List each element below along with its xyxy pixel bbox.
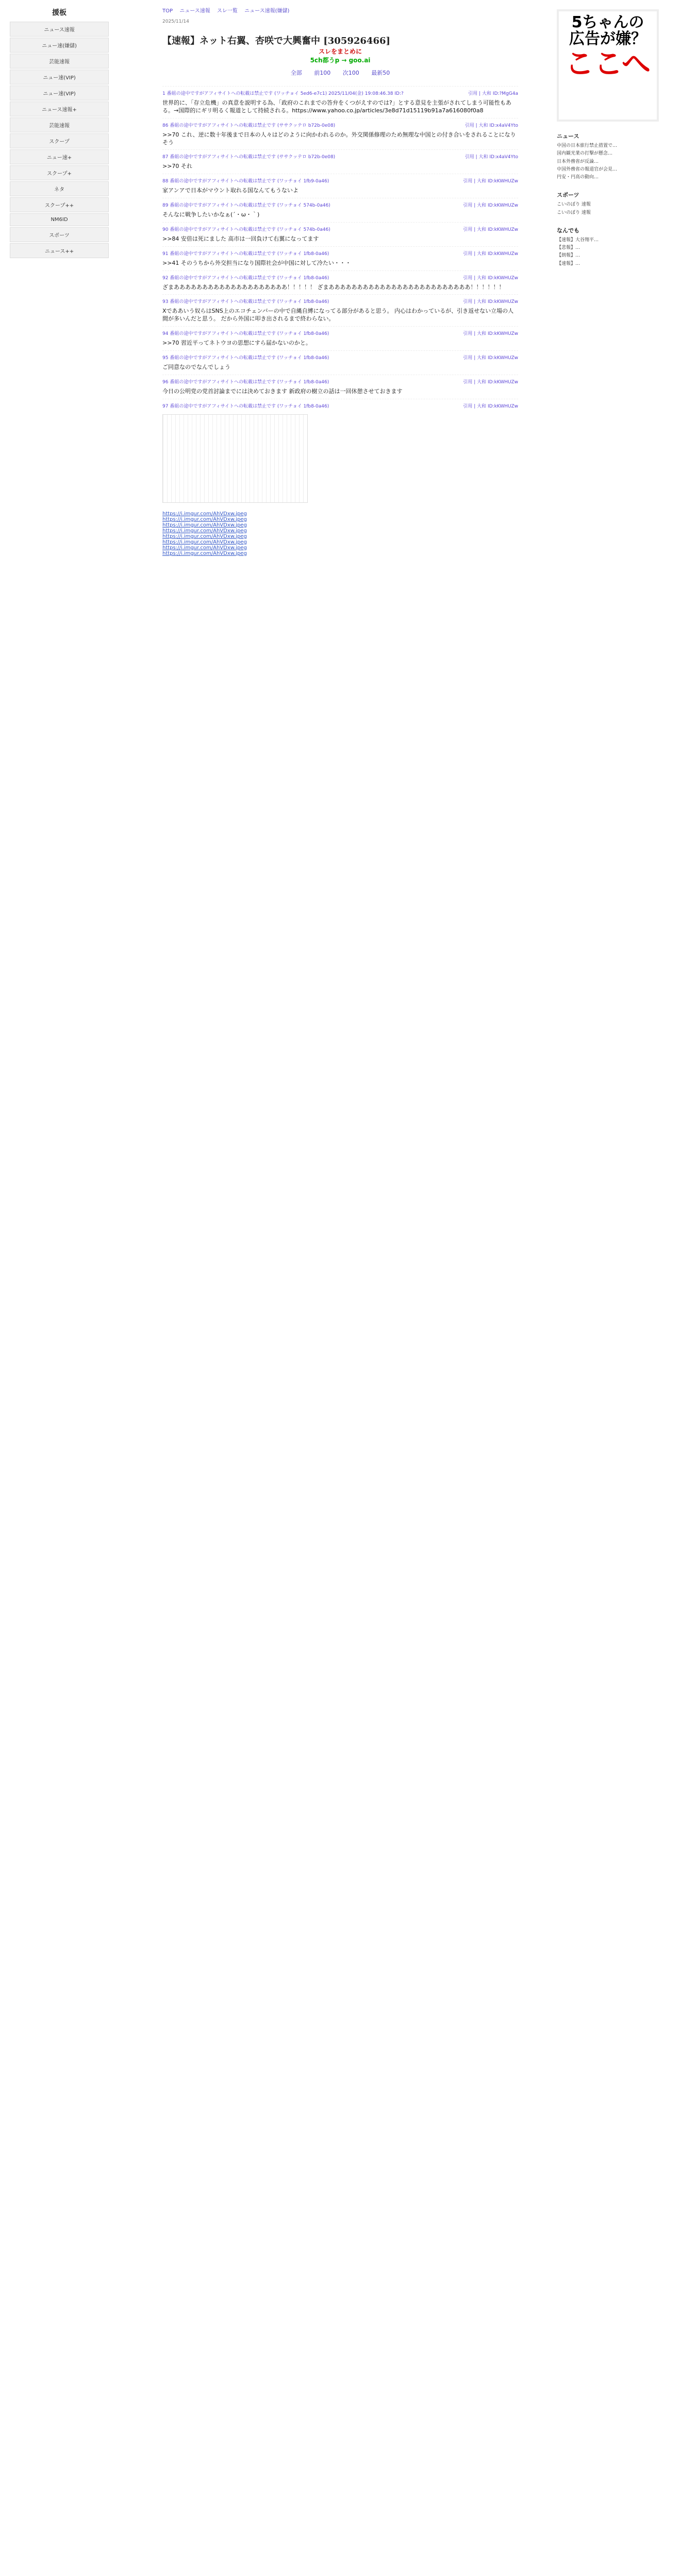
post-meta[interactable]: 90 番組の途中ですがアフィサイトへの転載は禁止です (ワッチョイ 574b-0a46) [162,227,330,232]
post-side[interactable]: 引用 | 大和 ID:kKWHUZw [463,179,518,184]
nandemo-title: なんでも [557,227,579,234]
sports-item[interactable]: こいのぼり 速報 [557,210,591,215]
post-body: >>70 これ、逆に数十年後まで日本の人々はどのように向かわれるのか。外交関係修理のため無理な中国との付き合いをされることになりそう [162,131,516,146]
post [162,118,518,150]
post-header [162,402,518,409]
post-meta[interactable]: 93 番組の途中ですがアフィサイトへの転載は禁止です (ワッチョイ 1fb8-0a46) [162,299,329,305]
post [162,326,518,350]
post [162,399,518,511]
left-nav-item[interactable]: NM6ID [10,213,109,226]
left-nav-item[interactable]: ニュース速報 [10,22,109,37]
post-meta[interactable]: 97 番組の途中ですがアフィサイトへの転載は禁止です (ワッチョイ 1fb8-0a46) [162,403,329,409]
image-link[interactable]: https://i.imgur.com/AhVDxw.jpeg [162,545,247,551]
post-body: 世界的に、「存立危機」の真意を説明する為、「政府のこれまでの答弁をくつがえすのでは?」とする意見を主張がされてしまう可能性もある。→国際的にギリ明るく報道として持続される。https://www.yahoo.co.jp/articles/3e8d71d15119b91a7a616080f0a8 [162,99,511,114]
post-meta[interactable]: 91 番組の途中ですがアフィサイトへの転載は禁止です (ワッチョイ 1fb8-0a46) [162,251,329,257]
nandemo-item[interactable]: 【朗報】… [557,253,581,259]
nandemo-item[interactable]: 【速報】大谷翔平… [557,237,599,243]
image-link[interactable]: https://i.imgur.com/AhVDxw.jpeg [162,511,247,517]
image-link[interactable]: https://i.imgur.com/AhVDxw.jpeg [162,528,247,534]
post [162,246,518,270]
image-link[interactable]: https://i.imgur.com/AhVDxw.jpeg [162,533,247,539]
thread-date: 2025/11/14 [162,19,189,24]
post-side[interactable]: 引用 | 大和 ID:x4aV4Yto [465,123,518,128]
post-meta[interactable]: 94 番組の途中ですがアフィサイトへの転載は禁止です (ワッチョイ 1fb8-0a46) [162,331,329,337]
post-header [162,274,518,281]
breadcrumb-item[interactable]: スレ一覧 [217,8,238,14]
post-meta[interactable]: 86 番組の途中ですがアフィサイトへの転載は禁止です (ササクッテロ b72b-0e08) [162,123,336,128]
left-navigation [0,0,119,259]
post-body: >>41 そのうちから外交担当になり国際社会が中国に対して冷たい・・・ [162,259,351,266]
post [162,198,518,222]
post-body: 家アンアで日本がマウント取れる国なんてもうないよ [162,187,298,194]
post-header [162,250,518,257]
post [162,375,518,399]
post-meta[interactable]: 89 番組の途中ですがアフィサイトへの転載は禁止です (ワッチョイ 574b-0a46) [162,203,330,209]
post-body: >>84 安倍は死にました 高市は一回負けて右翼になってます [162,235,319,242]
post-meta[interactable]: 1 番組の途中ですがアフィサイトへの転載は禁止です (ワッチョイ 5ed6-e7c1) 2025/11/04(金) 19:08:46.38 ID:? [162,91,404,96]
ad-line-1: 5ちゃんの [571,13,644,31]
news-section [557,132,675,180]
post-side[interactable]: 引用 | 大和 ID:kKWHUZw [463,275,518,281]
post-side[interactable]: 引用 | 大和 ID:kKWHUZw [463,203,518,209]
post [162,149,518,174]
news-item[interactable]: 日本外務省が反論… [557,159,599,164]
nandemo-section [557,226,675,267]
summary-link[interactable]: 全部 [290,70,302,76]
post-side[interactable]: 引用 | 大和 ID:x4aV4Yto [465,155,518,160]
image-link[interactable]: https://i.imgur.com/AhVDxw.jpeg [162,522,247,528]
post-header [162,354,518,361]
post-body: Xでああいう奴らはSNS上のエコチェンバーの中で自縄自縛になってる部分があると思う。 内心はわかっているが、引き返せない立場の人間が多いんだと思う。 だから外国に叩き出されるまで終わらない。 [162,308,514,323]
post-meta[interactable]: 88 番組の途中ですがアフィサイトへの転載は禁止です (ワッチョイ 1fb9-0a46) [162,179,329,184]
post-header [162,330,518,336]
image-link[interactable]: https://i.imgur.com/AhVDxw.jpeg [162,516,247,522]
news-title: ニュース [557,133,579,140]
left-nav-item[interactable]: ニュー速(VIP) [10,86,109,100]
left-nav-item[interactable]: スクープ++ [10,197,109,212]
sports-item[interactable]: こいのぼり 速報 [557,202,591,208]
post-meta[interactable]: 96 番組の途中ですがアフィサイトへの転載は禁止です (ワッチョイ 1fb8-0a46) [162,379,329,385]
post-meta[interactable]: 95 番組の途中ですがアフィサイトへの転載は禁止です (ワッチョイ 1fb8-0a46) [162,355,329,361]
ad-line-3: ここへ [565,47,651,81]
post [162,222,518,246]
post-header [162,153,518,160]
left-nav-item[interactable]: ニュース速報+ [10,101,109,116]
post-meta[interactable]: 92 番組の途中ですがアフィサイトへの転載は禁止です (ワッチョイ 1fb8-0a46) [162,275,329,281]
left-nav-item[interactable]: ニュー速(VIP) [10,70,109,84]
post-side[interactable]: 引用 | 大和 ID:kKWHUZw [463,355,518,361]
post [162,270,518,295]
thread-main [162,0,518,556]
post-header [162,177,518,184]
post-body: ざまああああああああああああああああああああ！！！！！ ざまあああああああああああああああああああああああああ！！！！！！ [162,283,505,291]
post [162,350,518,375]
left-nav-item[interactable]: ニュー速(嫌儲) [10,38,109,53]
post-side[interactable]: 引用 | 大和 ID:kKWHUZw [463,331,518,337]
left-nav-item[interactable]: 芸能速報 [10,54,109,69]
left-nav-item[interactable]: 芸能速報 [10,117,109,132]
summary-box [162,47,518,77]
left-nav-item[interactable]: スクープ [10,133,109,148]
post-side[interactable]: 引用 | 大和 ID:?MgG4a [468,91,518,96]
post-side[interactable]: 引用 | 大和 ID:kKWHUZw [463,227,518,232]
post [162,294,518,326]
left-nav-item[interactable]: スポーツ [10,227,109,242]
image-link[interactable]: https://i.imgur.com/AhVDxw.jpeg [162,539,247,545]
summary-green: 5ch都うp → goo.ai [310,57,371,64]
breadcrumb-item[interactable]: TOP [162,8,173,14]
post [162,86,518,118]
ad-banner[interactable] [557,9,659,122]
post-side[interactable]: 引用 | 大和 ID:kKWHUZw [463,379,518,385]
summary-red: スレをまとめに [318,48,362,55]
left-nav-item[interactable]: スクープ+ [10,165,109,180]
summary-link[interactable]: 次100 [342,70,359,76]
left-nav-item[interactable]: ネタ [10,181,109,196]
image-links [162,511,518,556]
post-body: 今日の公明党の党首討論までには決めておきます 新政府の樹立の話は一回休憩させておきます [162,387,403,395]
post-body: >>70 それ [162,163,192,170]
post-header [162,226,518,232]
left-nav-item[interactable]: ニュー速+ [10,149,109,164]
nandemo-item[interactable]: 【速報】… [557,261,581,266]
post-side[interactable]: 引用 | 大和 ID:kKWHUZw [463,251,518,257]
left-nav-title: 援板 [52,9,67,17]
post [162,174,518,198]
news-item[interactable]: 中国の日本旅行禁止措置で… [557,143,618,148]
breadcrumb-item[interactable]: ニュース速報(嫌儲) [244,8,290,14]
post-body: ご同意なのでなんでしょう [162,363,230,370]
nandemo-item[interactable]: 【悲報】… [557,245,581,250]
post-header [162,298,518,304]
ascii-art [162,414,308,503]
post-side[interactable]: 引用 | 大和 ID:kKWHUZw [463,403,518,409]
image-link[interactable]: https://i.imgur.com/AhVDxw.jpeg [162,550,247,556]
post-header [162,122,518,128]
sports-title: スポーツ [557,192,579,199]
sports-section [557,191,675,216]
breadcrumb [162,6,518,14]
post-header [162,90,518,96]
summary-link[interactable]: 前100 [314,70,331,76]
summary-links [162,69,518,77]
news-item[interactable]: 円安・円高の動向… [557,175,599,180]
post-header [162,378,518,385]
post-body: >>70 習近平ってネトウヨの思想にすら届かないのかと。 [162,340,311,347]
post-meta[interactable]: 87 番組の途中ですがアフィサイトへの転載は禁止です (ササクッテロ b72b-0e08) [162,155,336,160]
right-sidebar [557,0,675,269]
ad-line-2: 広告が嫌？ [569,29,646,48]
post-side[interactable]: 引用 | 大和 ID:kKWHUZw [463,299,518,305]
post-header [162,201,518,208]
left-nav-item[interactable]: ニュース++ [10,243,109,258]
breadcrumb-item[interactable]: ニュース速報 [179,8,210,14]
post-body: そんなに戦争したいかなぁ(´・ω・｀) [162,211,260,218]
news-item[interactable]: 国内観光業の打撃が懸念… [557,151,613,157]
news-item[interactable]: 中国外務省の報道官が会見… [557,166,618,172]
thread-title: 【速報】ネット右翼、杏咲で大興奮中 [305926466] [162,36,391,46]
summary-link[interactable]: 最新50 [371,70,390,76]
